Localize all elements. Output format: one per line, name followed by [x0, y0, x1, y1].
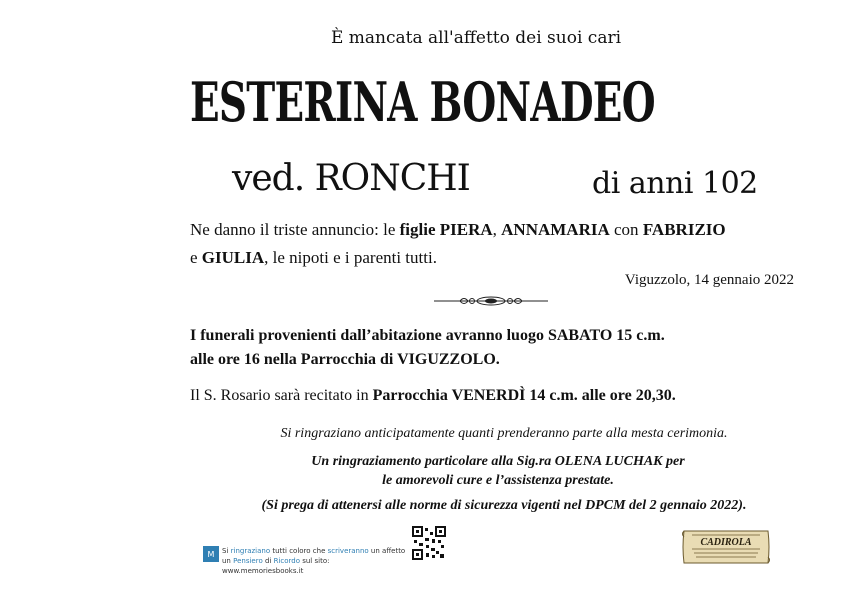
separator: , [492, 220, 502, 239]
announcement-lead: Ne danno il triste annuncio: le [190, 220, 400, 239]
memories-text [222, 546, 412, 576]
mem-text: Pensiero [233, 557, 263, 565]
ornament-divider [432, 294, 550, 308]
mem-text: ringraziano [230, 547, 271, 555]
safety-note: (Si prega di attenersi alle norme di sicurezza vigenti nel DPCM del 2 gennaio 2022). [261, 498, 747, 513]
with-text: con [609, 220, 643, 239]
mem-text: Si [222, 547, 231, 555]
line2-start: e [190, 248, 202, 267]
announcement-tail: , le nipoti e i parenti tutti. [264, 248, 437, 267]
funeral-line-2: alle ore 16 nella Parrocchia di VIGUZZOLO. [190, 351, 500, 368]
announcement [190, 216, 810, 272]
general-thanks: Si ringraziano anticipatamente quanti prenderanno parte alla mesta cerimonia. [280, 426, 728, 441]
relative-name: ANNAMARIA [501, 220, 610, 239]
qr-code-icon[interactable] [412, 526, 446, 560]
mem-text: Ricordo [273, 557, 300, 565]
rosary-info [190, 387, 810, 405]
married-name: ved. RONCHI [232, 158, 470, 199]
intro-text: È mancata all'affetto dei suoi cari [330, 28, 622, 48]
relative-name: GIULIA [201, 248, 265, 267]
special-thanks [190, 452, 806, 490]
relative-name: FABRIZIO [642, 220, 726, 239]
special-thanks-line-1: Un ringraziamento particolare alla Sig.ra OLENA LUCHAK per [311, 454, 685, 469]
rosary-lead: Il S. Rosario sarà recitato in [190, 387, 373, 404]
funeral-info [190, 324, 810, 372]
daughters-label: figlie PIERA [399, 220, 493, 239]
mem-text: scriveranno [327, 547, 369, 555]
deceased-name: ESTERINA BONADEO [190, 70, 655, 134]
age-text: di anni 102 [592, 166, 758, 201]
mem-text: un [222, 557, 234, 565]
stamp-label: CADIROLA [700, 537, 752, 548]
mem-text: un affetto [368, 547, 406, 555]
funeral-line-1: I funerali provenienti dall’abitazione avranno luogo SABATO 15 c.m. [190, 327, 665, 344]
place-date: Viguzzolo, 14 gennaio 2022 [624, 272, 794, 288]
rosary-detail: Parrocchia VENERDÌ 14 c.m. alle ore 20,30. [372, 387, 676, 404]
funeral-home-stamp [680, 527, 772, 567]
mem-text: sul sito: www.memoriesbooks.it [222, 557, 330, 575]
memories-logo: M [203, 546, 219, 562]
mem-text: tutti coloro che [270, 547, 328, 555]
mem-text: di [262, 557, 274, 565]
special-thanks-line-2: le amorevoli cure e l’assistenza prestate. [382, 473, 614, 488]
